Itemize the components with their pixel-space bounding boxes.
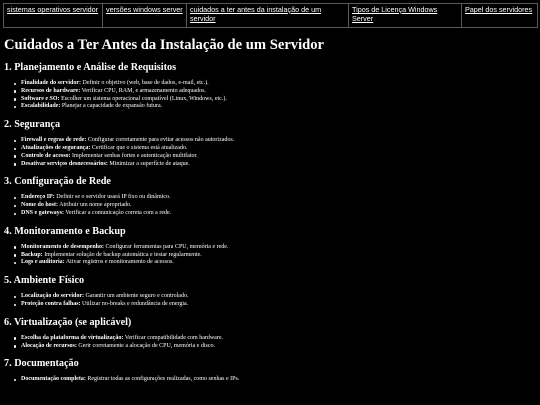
item-text: Registrar todas as configurações realizadas, como senhas e IPs. (85, 376, 240, 383)
list-item (21, 88, 534, 96)
section-list (4, 293, 534, 309)
section-monitoramento-backup (4, 225, 534, 267)
section-title: 4. Monitoramento e Backup (4, 225, 126, 237)
section-planejamento (4, 61, 534, 111)
list-item (21, 210, 534, 218)
item-text: Garantir um ambiente seguro e controlado. (84, 293, 189, 300)
list-item (21, 301, 534, 309)
item-text: Utilizar no-breaks e redundância de energia. (80, 300, 189, 307)
list-item (21, 293, 534, 301)
section-title: 3. Configuração de Rede (4, 176, 111, 188)
item-text: Verificar CPU, RAM, e armazenamento adequados. (80, 87, 206, 94)
nav-link-cuidados-instalacao[interactable]: cuidados a ter antes da instalação de um servidor (190, 5, 322, 23)
item-text: Definir o objetivo (web, base de dados, e-mail, etc.). (81, 80, 209, 86)
section-seguranca (4, 118, 534, 168)
top-navigation (3, 3, 538, 28)
nav-cell-versoes-windows (103, 4, 187, 28)
nav-cell-sistemas-operativos (4, 4, 103, 28)
item-term: Alocação de recursos: (21, 342, 77, 349)
section-list (4, 335, 534, 351)
item-term: Nome do host: (21, 202, 58, 209)
item-term: Logs e auditoria: (21, 259, 65, 266)
nav-link-papel-servidores[interactable]: Papel dos servidores (465, 5, 533, 14)
item-text: Implementar solução de backup automática e testar regularmente. (42, 251, 202, 258)
item-text: Implementar senhas fortes e autenticação multifator. (70, 152, 198, 159)
list-item (21, 194, 534, 202)
section-list (4, 80, 534, 111)
item-text: Escolher um sistema operacional compatível (Linux, Windows, etc.). (59, 95, 227, 102)
list-item (21, 153, 534, 161)
nav-cell-tipos-licenca (349, 4, 462, 28)
item-term: Firewall e regras de rede: (21, 137, 87, 144)
nav-link-tipos-licenca[interactable]: Tipos de Licença Windows Server (352, 5, 438, 23)
list-item (21, 137, 534, 145)
list-item (21, 259, 534, 267)
item-term: DNS e gateways: (21, 209, 64, 216)
section-title: 5. Ambiente Físico (4, 275, 85, 287)
page-title: Cuidados a Ter Antes da Instalação de um Servidor (4, 37, 325, 53)
main-content (4, 36, 534, 384)
item-text: Configurar corretamente para evitar acessos não autorizados. (86, 137, 235, 144)
item-term: Monitoramento de desempenho: (21, 243, 104, 250)
list-item (21, 202, 534, 210)
section-list (4, 194, 534, 217)
nav-cell-cuidados-instalacao (187, 4, 349, 28)
item-term: Software e SO: (21, 95, 60, 102)
section-title: 7. Documentação (4, 358, 79, 370)
item-term: Atualizações de segurança: (21, 144, 91, 151)
item-text: Certificar que o sistema está atualizado. (90, 144, 188, 151)
item-text: Ativar registros e monitoramento de acessos. (64, 259, 174, 266)
item-text: Planejar a capacidade de expansão futura. (60, 103, 163, 110)
item-text: Verificar a comunicação correta com a rede. (64, 209, 172, 216)
list-item (21, 161, 534, 169)
item-text: Verificar compatibilidade com hardware. (123, 334, 224, 341)
nav-row (4, 4, 538, 28)
section-title: 1. Planejamento e Análise de Requisitos (4, 62, 177, 73)
item-text: Minimizar a superfície de ataque. (107, 160, 190, 167)
item-text: Gerir corretamente a alocação de CPU, memória e disco. (76, 342, 215, 349)
item-term: Controle de acesso: (21, 152, 71, 159)
list-item (21, 335, 534, 343)
item-term: Desativar serviços desnecessários: (21, 160, 108, 167)
item-term: Finalidade do servidor: (21, 80, 82, 86)
list-item (21, 343, 534, 351)
item-term: Proteção contra falhas: (21, 300, 81, 307)
item-term: Endereço IP: (21, 194, 55, 201)
section-documentacao (4, 357, 534, 384)
section-virtualizacao (4, 316, 534, 351)
item-text: Definir se o servidor usará IP fixo ou dinâmico. (54, 194, 171, 201)
section-list (4, 376, 534, 384)
list-item (21, 145, 534, 153)
section-list (4, 137, 534, 168)
item-term: Escalabilidade: (21, 103, 61, 110)
item-text: Atribuir um nome apropriado. (58, 202, 132, 209)
nav-link-sistemas-operativos[interactable]: sistemas operativos servidor (7, 5, 99, 14)
section-list (4, 244, 534, 267)
item-term: Recursos de hardware: (21, 87, 81, 94)
list-item (21, 376, 534, 384)
section-configuracao-rede (4, 175, 534, 217)
list-item (21, 244, 534, 252)
list-item (21, 80, 534, 88)
list-item (21, 252, 534, 260)
section-ambiente-fisico (4, 274, 534, 309)
item-term: Backup: (21, 251, 43, 258)
section-title: 2. Segurança (4, 119, 61, 131)
item-term: Localização do servidor: (21, 293, 84, 300)
nav-link-versoes-windows[interactable]: versões windows server (106, 5, 183, 14)
item-text: Configurar ferramentas para CPU, memória e rede. (104, 243, 229, 250)
list-item (21, 103, 534, 111)
section-title: 6. Virtualização (se aplicável) (4, 316, 132, 328)
nav-cell-papel-servidores (462, 4, 538, 28)
item-term: Documentação completa: (21, 376, 86, 383)
item-term: Escolha da plataforma de virtualização: (21, 334, 124, 341)
